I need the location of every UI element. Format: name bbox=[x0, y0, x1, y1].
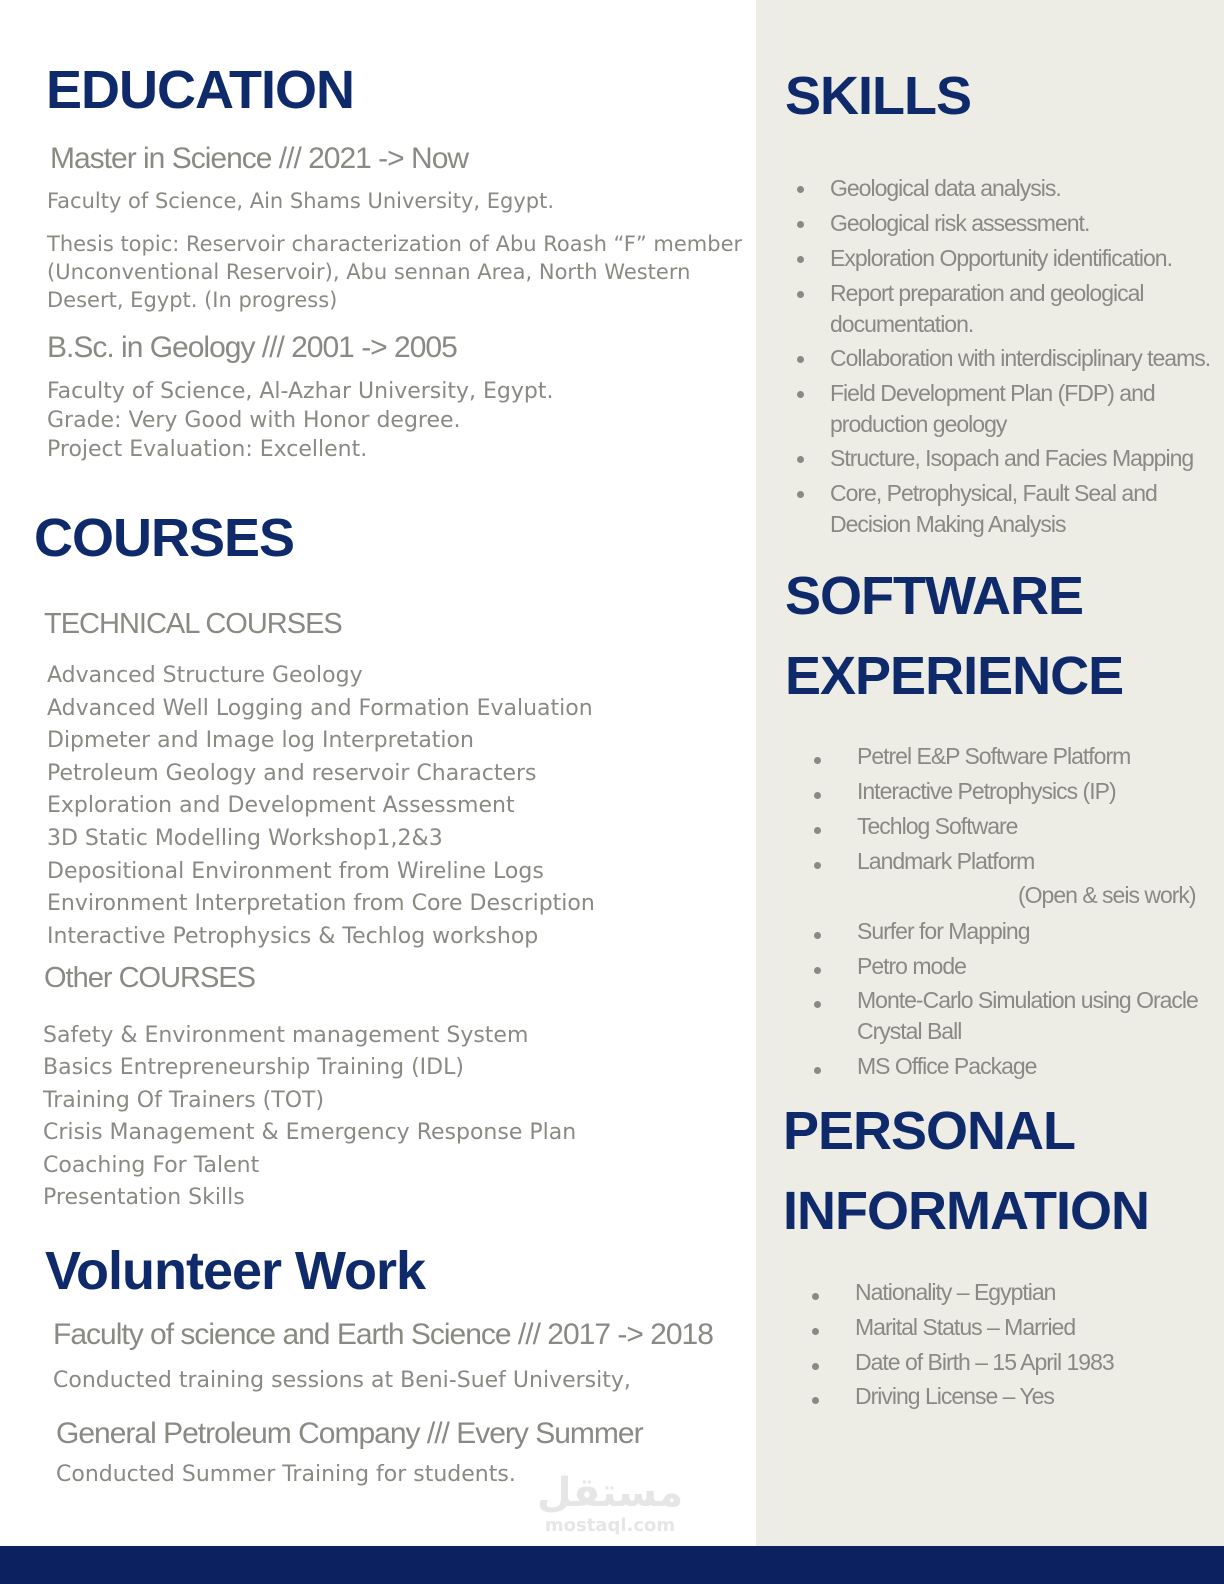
education-heading: EDUCATION bbox=[46, 60, 354, 120]
thesis-line: Desert, Egypt. (In progress) bbox=[47, 288, 338, 312]
bullet-icon bbox=[797, 491, 804, 498]
list-item: Coaching For Talent bbox=[43, 1152, 260, 1178]
skill-item: Geological risk assessment. bbox=[830, 210, 1090, 236]
skills-heading: SKILLS bbox=[785, 66, 972, 126]
list-item: Crisis Management & Emergency Response Plan bbox=[43, 1120, 577, 1146]
software-item: Techlog Software bbox=[857, 813, 1018, 839]
list-item: Safety & Environment management System bbox=[43, 1023, 529, 1048]
personal-item: Marital Status – Married bbox=[855, 1314, 1076, 1340]
volunteer-heading: Volunteer Work bbox=[45, 1241, 426, 1301]
bullet-icon bbox=[814, 827, 821, 834]
bullet-icon bbox=[797, 456, 804, 463]
skill-item: Collaboration with interdisciplinary teams. bbox=[830, 345, 1211, 371]
personal-item: Nationality – Egyptian bbox=[855, 1279, 1056, 1305]
list-item: Depositional Environment from Wireline Logs bbox=[47, 858, 544, 884]
volunteer-entry-title: Faculty of science and Earth Science /// 2017 -> 2018 bbox=[53, 1318, 713, 1351]
other-courses-list bbox=[43, 1020, 576, 1214]
bullet-icon bbox=[814, 757, 821, 764]
software-item-note: (Open & seis work) bbox=[1018, 882, 1196, 908]
technical-courses-list bbox=[47, 660, 595, 953]
list-item: Environment Interpretation from Core Description bbox=[47, 891, 595, 917]
bsc-line: Faculty of Science, Al-Azhar University, Egypt. bbox=[47, 379, 554, 404]
bullet-icon bbox=[814, 862, 821, 869]
list-item: Advanced Well Logging and Formation Evaluation bbox=[47, 695, 593, 721]
thesis-line: (Unconventional Reservoir), Abu sennan Area, North Western bbox=[47, 260, 691, 284]
master-degree-title: Master in Science /// 2021 -> Now bbox=[50, 142, 469, 175]
bullet-icon bbox=[812, 1293, 819, 1300]
bullet-icon bbox=[797, 391, 804, 398]
volunteer-entry-title: General Petroleum Company /// Every Summer bbox=[56, 1417, 643, 1450]
list-item: Dipmeter and Image log Interpretation bbox=[47, 728, 474, 754]
bullet-icon bbox=[812, 1328, 819, 1335]
bullet-icon bbox=[814, 932, 821, 939]
watermark-latin: mostaql.com bbox=[544, 1515, 676, 1536]
volunteer-entry-desc: Conducted training sessions at Beni-Suef University, bbox=[53, 1368, 631, 1393]
software-item: Landmark Platform bbox=[857, 848, 1035, 874]
software-heading-line1: SOFTWARE bbox=[785, 566, 1083, 626]
skill-item: Geological data analysis. bbox=[830, 175, 1061, 201]
bullet-icon bbox=[812, 1363, 819, 1370]
software-item: Surfer for Mapping bbox=[857, 918, 1030, 944]
software-item: MS Office Package bbox=[857, 1053, 1037, 1079]
skill-item-continued: documentation. bbox=[830, 311, 974, 337]
list-item: Training Of Trainers (TOT) bbox=[43, 1087, 325, 1113]
other-courses-heading: Other COURSES bbox=[44, 962, 255, 994]
list-item: Interactive Petrophysics & Techlog workshop bbox=[47, 923, 539, 949]
personal-heading-line2: INFORMATION bbox=[783, 1181, 1149, 1241]
skill-item-continued: Decision Making Analysis bbox=[830, 511, 1066, 537]
personal-heading-line1: PERSONAL bbox=[783, 1101, 1076, 1161]
personal-item: Driving License – Yes bbox=[855, 1383, 1054, 1409]
software-item: Petrel E&P Software Platform bbox=[857, 743, 1131, 769]
bullet-icon bbox=[797, 291, 804, 298]
skill-item: Field Development Plan (FDP) and bbox=[830, 380, 1155, 406]
list-item: Presentation Skills bbox=[43, 1184, 245, 1210]
list-item: Petroleum Geology and reservoir Characters bbox=[47, 760, 537, 786]
software-item-continued: Crystal Ball bbox=[857, 1018, 962, 1044]
master-thesis bbox=[47, 230, 742, 314]
bullet-icon bbox=[814, 792, 821, 799]
software-item: Petro mode bbox=[857, 953, 966, 979]
software-heading-line2: EXPERIENCE bbox=[785, 646, 1124, 706]
bullet-icon bbox=[797, 356, 804, 363]
list-item: 3D Static Modelling Workshop1,2&3 bbox=[47, 825, 443, 851]
technical-courses-heading: TECHNICAL COURSES bbox=[44, 608, 342, 640]
bullet-icon bbox=[814, 967, 821, 974]
skill-item: Structure, Isopach and Facies Mapping bbox=[830, 445, 1194, 471]
volunteer-entry-desc: Conducted Summer Training for students. bbox=[56, 1462, 516, 1487]
bullet-icon bbox=[797, 256, 804, 263]
bsc-line: Project Evaluation: Excellent. bbox=[47, 437, 368, 462]
skill-item: Core, Petrophysical, Fault Seal and bbox=[830, 480, 1157, 506]
software-item: Interactive Petrophysics (IP) bbox=[857, 778, 1116, 804]
courses-heading: COURSES bbox=[34, 508, 295, 568]
skill-item-continued: production geology bbox=[830, 411, 1007, 437]
bsc-line: Grade: Very Good with Honor degree. bbox=[47, 408, 461, 433]
bullet-icon bbox=[797, 186, 804, 193]
personal-item: Date of Birth – 15 April 1983 bbox=[855, 1349, 1114, 1375]
bullet-icon bbox=[814, 1067, 821, 1074]
software-item: Monte-Carlo Simulation using Oracle bbox=[857, 987, 1198, 1013]
footer-bar bbox=[0, 1546, 1224, 1584]
bullet-icon bbox=[797, 221, 804, 228]
bullet-icon bbox=[814, 1001, 821, 1008]
list-item: Basics Entrepreneurship Training (IDL) bbox=[43, 1055, 464, 1081]
list-item: Advanced Structure Geology bbox=[47, 663, 363, 688]
thesis-line: Thesis topic: Reservoir characterization of Abu Roash “F” member bbox=[47, 232, 743, 256]
master-institution: Faculty of Science, Ain Shams University, Egypt. bbox=[47, 189, 555, 213]
watermark-arabic: مستقل bbox=[536, 1470, 684, 1516]
skill-item: Exploration Opportunity identification. bbox=[830, 245, 1172, 271]
bsc-degree-title: B.Sc. in Geology /// 2001 -> 2005 bbox=[47, 331, 457, 364]
watermark-logo bbox=[530, 1470, 690, 1536]
list-item: Exploration and Development Assessment bbox=[47, 793, 515, 819]
skill-item: Report preparation and geological bbox=[830, 280, 1144, 306]
bsc-details bbox=[47, 377, 553, 464]
bullet-icon bbox=[812, 1397, 819, 1404]
